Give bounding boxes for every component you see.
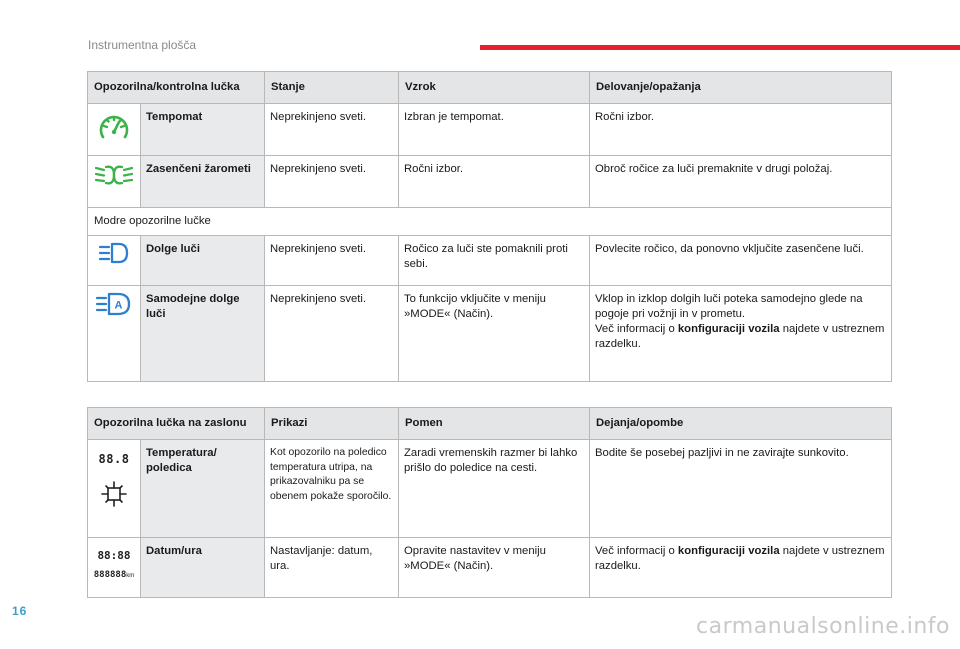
col-header-meaning: Pomen — [399, 408, 590, 440]
time-readout: 88:88 — [97, 549, 131, 562]
section-title: Instrumentna plošča — [88, 38, 197, 52]
light-cause: Izbran je tempomat. — [399, 104, 590, 156]
col-header-light: Opozorilna/kontrolna lučka — [88, 72, 265, 104]
svg-text:A: A — [114, 299, 123, 312]
cruise-control-icon — [88, 104, 141, 156]
light-name: Samodejne dolge luči — [141, 286, 265, 382]
light-state: Neprekinjeno sveti. — [265, 156, 399, 208]
auto-main-beam-icon — [88, 286, 141, 382]
table-row — [88, 538, 892, 598]
unit-label: km — [126, 573, 135, 579]
display-warnings-table — [87, 407, 892, 598]
light-action: Ročni izbor. — [590, 104, 892, 156]
main-beam-icon — [88, 236, 141, 286]
table-row — [88, 440, 892, 538]
page-number: 16 — [12, 604, 28, 618]
light-action: Obroč ročice za luči premaknite v drugi položaj. — [590, 156, 892, 208]
light-cause: Ročico za luči ste pomaknili proti sebi. — [399, 236, 590, 286]
table-row — [88, 104, 892, 156]
light-cause: To funkcijo vključite v meniju »MODE« (Način). — [399, 286, 590, 382]
action-text: najdete v ustreznem razdelku. — [595, 545, 885, 572]
display-text: Nastavljanje: datum, ura. — [265, 538, 399, 598]
warning-lights-table — [87, 71, 892, 382]
action-text: Vklop in izklop dolgih luči poteka samodejno glede na pogoje pri vožnji in v prometu. — [595, 293, 863, 320]
col-header-action: Delovanje/opažanja — [590, 72, 892, 104]
light-name: Dolge luči — [141, 236, 265, 286]
action-text: Več informacij o — [595, 323, 678, 335]
light-state: Neprekinjeno sveti. — [265, 236, 399, 286]
section-row — [88, 208, 892, 236]
light-name: Datum/ura — [141, 538, 265, 598]
section-label: Modre opozorilne lučke — [88, 208, 892, 236]
col-header-display: Prikazi — [265, 408, 399, 440]
action-cell — [590, 538, 892, 598]
table-header-row — [88, 408, 892, 440]
col-header-light: Opozorilna lučka na zaslonu — [88, 408, 265, 440]
action-keyword: konfiguraciji vozila — [677, 323, 780, 335]
table-header-row — [88, 72, 892, 104]
meaning-text: Opravite nastavitev v meniju »MODE« (Način). — [399, 538, 590, 598]
action-text: Bodite še posebej pazljivi in ne zavirajte sunkovito. — [590, 440, 892, 538]
light-name: Tempomat — [141, 104, 265, 156]
light-action — [590, 286, 892, 382]
temperature-ice-icon — [88, 440, 141, 538]
action-keyword: konfiguraciji vozila — [677, 545, 780, 557]
table-row — [88, 236, 892, 286]
header-accent-bar — [480, 45, 960, 50]
table-row — [88, 156, 892, 208]
digit-readout: 88.8 — [98, 452, 130, 466]
table-row — [88, 286, 892, 382]
light-action: Povlecite ročico, da ponovno vključite zasenčene luči. — [590, 236, 892, 286]
dipped-beam-icon — [88, 156, 141, 208]
light-name: Temperatura/ poledica — [141, 440, 265, 538]
action-text: Več informacij o — [595, 545, 678, 557]
light-state: Neprekinjeno sveti. — [265, 286, 399, 382]
action-text: najdete v ustreznem razdelku. — [595, 323, 885, 350]
light-name: Zasenčeni žarometi — [141, 156, 265, 208]
light-cause: Ročni izbor. — [399, 156, 590, 208]
col-header-action: Dejanja/opombe — [590, 408, 892, 440]
date-time-icon — [88, 538, 141, 598]
light-state: Neprekinjeno sveti. — [265, 104, 399, 156]
watermark: carmanualsonline.info — [696, 614, 950, 639]
meaning-text: Zaradi vremenskih razmer bi lahko prišlo do poledice na cesti. — [399, 440, 590, 538]
display-text: Kot opozorilo na poledico temperatura utripa, na prikazovalniku pa se obenem pokaže sporočilo. — [265, 440, 399, 538]
odometer-readout: 888888 — [93, 570, 127, 580]
col-header-state: Stanje — [265, 72, 399, 104]
col-header-cause: Vzrok — [399, 72, 590, 104]
